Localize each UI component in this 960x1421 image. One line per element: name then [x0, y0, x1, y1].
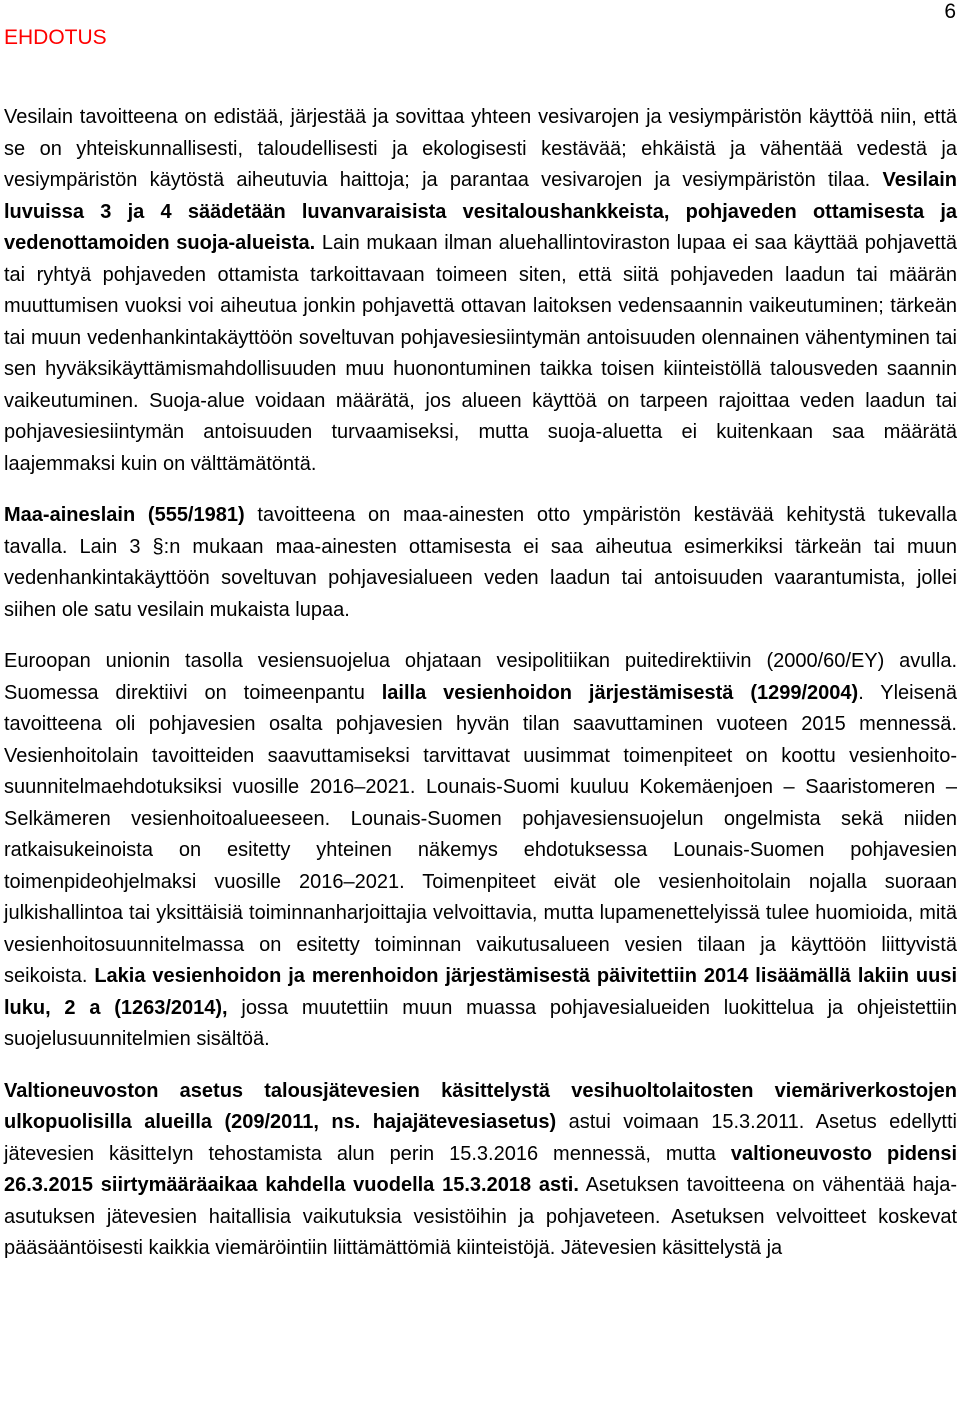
- text-run: Lain mukaan ilman aluehallintoviraston lupaa ei saa käyttää pohjavettä tai ryhtyä pohjaveden ottamista tarkoittavaan toimeen siten, että siitä pohjaveden laadun tai määrän muuttumisen vuoksi voi aiheutua jonkin pohjavettä ottavan laitoksen vedensaannin vaikeutuminen; tärkeän tai muun vedenhankintakäyttöön soveltuvan pohjavesiesiintymän antoisuuden olennainen vähentyminen tai sen hyväksikäyttämismahdollisuuden muu huonontuminen taikka toisen kiinteistöllä talousveden saannin vaikeutuminen. Suoja-alue voidaan määrätä, jos alueen käyttöä on tarpeen rajoittaa veden laadun tai pohjavesiesiintymän antoisuuden turvaamiseksi, mutta suoja-aluetta ei kuitenkaan saa määrätä laajemmaksi kuin on välttämätöntä.: [4, 232, 957, 475]
- bold-text-run: Valtioneuvoston asetus talousjätevesien käsittelystä vesihuoltolaitosten viemäriverkostojen ulkopuolisilla alueilla (209/2011, ns. hajajätevesiasetus): [4, 1079, 957, 1133]
- bold-text-run: Vesilain luvuissa 3 ja 4 säädetään luvanvaraisista vesitaloushankkeista, pohjaveden ottamisesta ja vedenottamoiden suoja-alueista.: [4, 169, 957, 254]
- bold-text-run: valtioneuvosto pidensi 26.3.2015 siirtymääräaikaa kahdella vuodella 15.3.2018 asti.: [4, 1142, 957, 1196]
- text-run: Vesilain tavoitteena on edistää, järjestää ja sovittaa yhteen vesivarojen ja vesiympäristön käyttöä niin, että se on yhteiskunnallisesti, taloudellisesti ja ekologisesti kestävää; ehkäistä ja vähentää vedestä ja vesiympäristön käytöstä aiheutuvia haittoja; ja parantaa vesivarojen ja vesiympäristön tilaa.: [4, 106, 957, 191]
- paragraph-land-extraction-act: [4, 500, 957, 626]
- text-run: tavoitteena on maa-ainesten otto ympäristön kestävää kehitystä tukevalla tavalla. Lain 3 §:n mukaan maa-ainesten ottamisesta ei saa aiheutua esimerkiksi tärkeän tai muun vedenhankintakäyttöön soveltuvan pohjavesialueen veden laadun tai antoisuuden vaarantumista, jollei siihen ole satu vesilain mukaista lupaa.: [4, 504, 957, 621]
- bold-text-run: lailla vesienhoidon järjestämisestä (1299/2004): [381, 681, 859, 704]
- text-run: Euroopan unionin tasolla vesiensuojelua ohjataan vesipolitiikan puitedirektiivin (2000/60/EY) avulla. Suomessa direktiivi on toimeenpantu: [4, 650, 957, 704]
- section-heading: EHDOTUS: [4, 26, 107, 49]
- paragraph-water-act: [4, 102, 957, 480]
- bold-text-run: Maa-aineslain (555/1981): [4, 504, 245, 526]
- bold-text-run: Lakia vesienhoidon ja merenhoidon järjestämisestä päivitettiin 2014 lisäämällä lakiin uusi luku, 2 a (1263/2014),: [4, 965, 957, 1019]
- text-run: jossa muutettiin muun muassa pohjavesialueiden luokittelua ja ohjeistettiin suojelusuunnitelmien sisältöä.: [4, 996, 957, 1050]
- text-run: . Yleisenä tavoitteena oli pohjavesien osalta pohjavesien hyvän tilan saavuttaminen vuoteen 2015 mennessä. Vesienhoitolain tavoitteiden saavuttamiseksi tarvittavat uusimmat toimenpiteet on koottu vesienhoito-suunnitelmaehdotuksiksi vuosille 2016–2021. Lounais-Suomi kuuluu Kokemäenjoen – Saaristomeren – Selkämeren vesienhoitoalueeseen. Lounais-Suomen pohjavesiensuojelun ongelmista sekä niiden ratkaisukeinoista on esitetty yhteinen näkemys ehdotuksessa Lounais-Suomen pohjavesien toimenpideohjelmaksi vuosille 2016–2021. Toimenpiteet eivät ole vesienhoitolain nojalla suoraan julkishallintoa tai yksittäisiä toiminnanharjoittajia velvoittavia, mutta lupamenettelyissä tulee huomioida, mitä vesienhoitosuunnitelmassa on esitetty toiminnan vaikutusalueen vesien tilaan ja käyttöön liittyvistä seikoista.: [4, 681, 957, 987]
- text-run: astui voimaan 15.3.2011. Asetus edellytti jätevesien käsitteIyn tehostamista alun perin 15.3.2016 mennessä, mutta: [4, 1111, 957, 1165]
- document-body: [4, 102, 957, 1285]
- text-run: Asetuksen tavoitteena on vähentää haja-asutuksen jätevesien haitallisia vaikutuksia vesistöihin ja pohjaveteen. Asetuksen velvoitteet koskevat pääsääntöisesti kaikkia viemäröintiin liittämättömiä kiinteistöjä. Jätevesien käsittelystä ja: [4, 1174, 957, 1259]
- page-number: 6: [944, 0, 956, 23]
- paragraph-wastewater-decree: [4, 1076, 957, 1265]
- paragraph-eu-water-directive: [4, 646, 957, 1056]
